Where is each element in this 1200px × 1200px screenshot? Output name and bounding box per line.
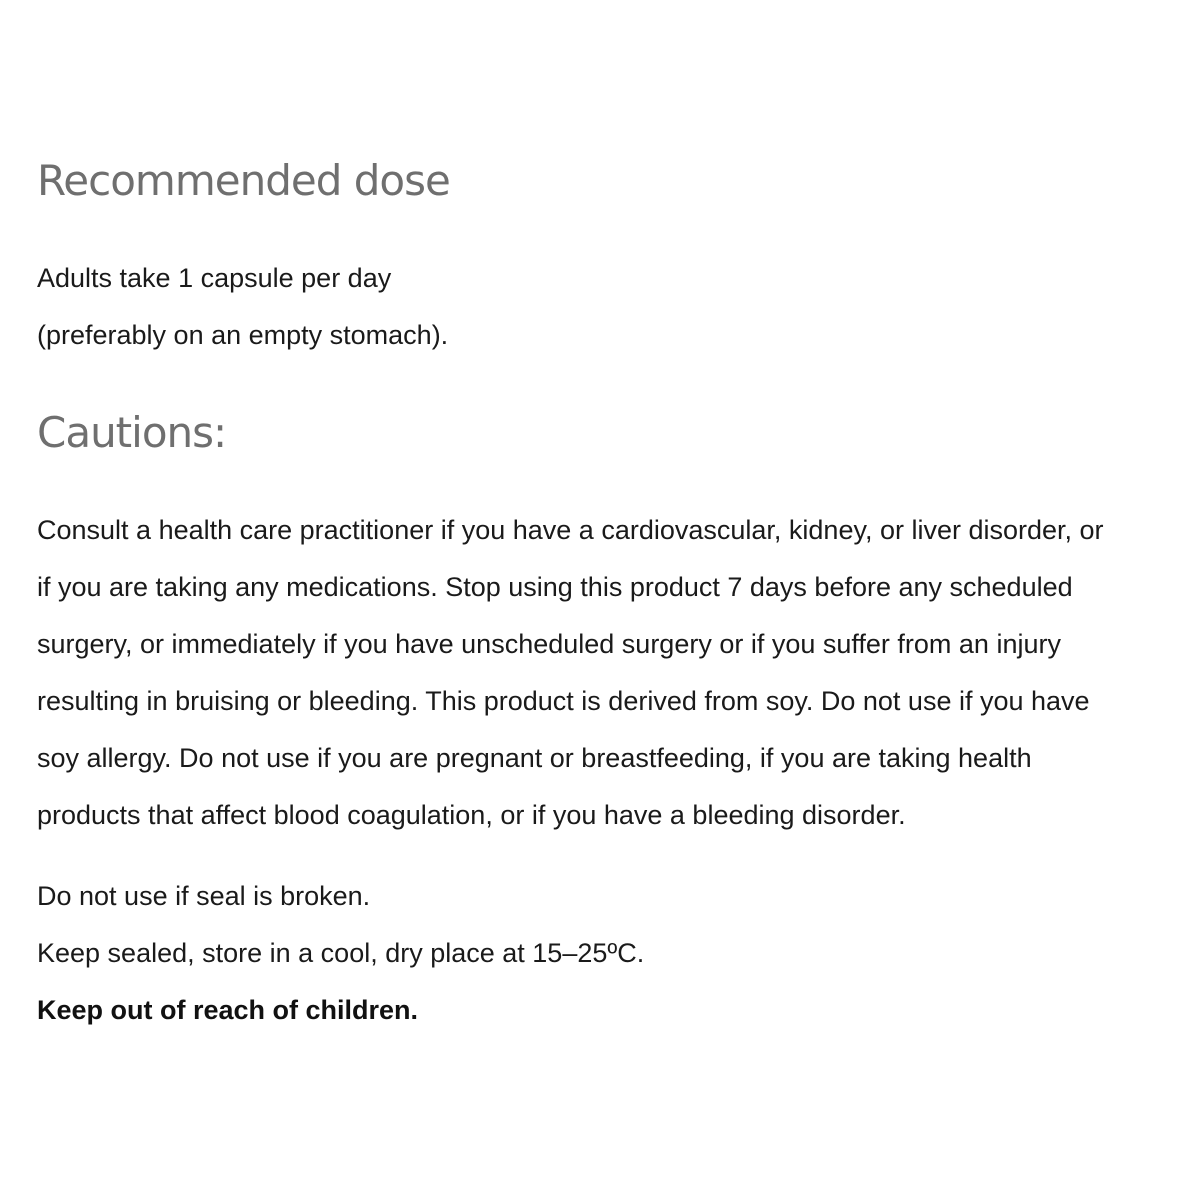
cautions-text-line: resulting in bruising or bleeding. This product is derived from soy. Do not use if you have [37, 686, 1090, 716]
cautions-text-line: Consult a health care practitioner if you have a cardiovascular, kidney, or liver disorder, or [37, 515, 1104, 545]
storage-instruction: Keep sealed, store in a cool, dry place at 15–25ºC. [37, 938, 645, 968]
children-warning: Keep out of reach of children. [37, 995, 419, 1025]
cautions-text-line: products that affect blood coagulation, or if you have a bleeding disorder. [37, 800, 906, 830]
recommended-dose-heading: Recommended dose [37, 156, 450, 205]
cautions-text-line: if you are taking any medications. Stop using this product 7 days before any scheduled [37, 572, 1073, 602]
cautions-text-line: surgery, or immediately if you have unscheduled surgery or if you suffer from an injury [37, 629, 1061, 659]
seal-warning: Do not use if seal is broken. [37, 881, 371, 911]
cautions-heading: Cautions: [37, 408, 227, 457]
cautions-text-line: soy allergy. Do not use if you are pregnant or breastfeeding, if you are taking health [37, 743, 1032, 773]
dose-note: (preferably on an empty stomach). [37, 320, 449, 350]
dose-instruction: Adults take 1 capsule per day [37, 263, 392, 293]
